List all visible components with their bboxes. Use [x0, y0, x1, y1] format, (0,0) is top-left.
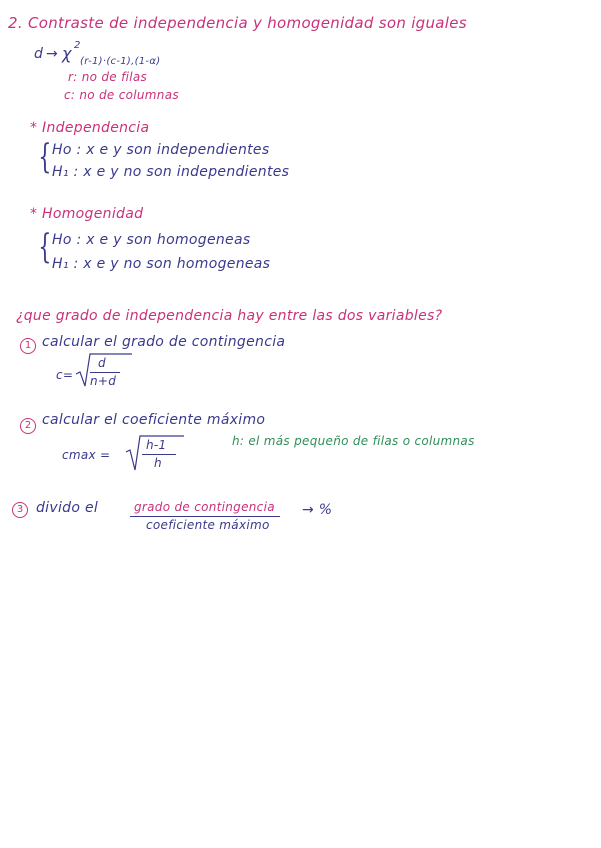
brace-icon: {: [38, 137, 52, 177]
step3-denominator: coeficiente máximo: [146, 518, 270, 532]
step1-denominator: n+d: [90, 374, 117, 388]
homogenidad-h0: Ho : x e y son homogeneas: [52, 232, 251, 248]
step2-numerator: h-1: [146, 438, 167, 452]
step-number-badge: 3: [12, 502, 28, 518]
step3-numerator: grado de contingencia: [134, 500, 275, 514]
step2-denominator: h: [154, 456, 162, 470]
brace-icon: {: [38, 227, 52, 267]
step3-text: divido el: [36, 500, 99, 516]
homogenidad-h1: H₁ : x e y no son homogeneas: [52, 256, 271, 272]
step1-lhs: c=: [56, 368, 74, 382]
homogenidad-heading: * Homogenidad: [30, 206, 144, 222]
fraction-line: [142, 454, 176, 455]
fraction-line: [90, 372, 120, 373]
independencia-heading: * Independencia: [30, 120, 150, 136]
formula-lhs: d: [34, 46, 44, 62]
formula-chi: χ: [62, 44, 72, 63]
independencia-h1: H₁ : x e y no son independientes: [52, 164, 290, 180]
independencia-h0: Ho : x e y son independientes: [52, 142, 270, 158]
step2-text: calcular el coeficiente máximo: [42, 412, 266, 428]
step-number-badge: 1: [20, 338, 36, 354]
step2-lhs: cmax =: [62, 448, 111, 462]
step1-numerator: d: [98, 356, 106, 370]
c-definition: c: no de columnas: [64, 88, 179, 102]
fraction-line: [130, 516, 280, 517]
step-number-badge: 2: [20, 418, 36, 434]
page-title: 2. Contraste de independencia y homogenidad son iguales: [8, 14, 467, 32]
step2-note: h: el más pequeño de filas o columnas: [232, 434, 475, 448]
question-text: ¿que grado de independencia hay entre las dos variables?: [16, 308, 443, 324]
r-definition: r: no de filas: [68, 70, 148, 84]
formula-arrow: →: [46, 46, 59, 62]
formula-chi-sup: 2: [74, 40, 81, 51]
step3-result: → %: [302, 502, 333, 518]
formula-chi-sub: (r-1)·(c-1),(1-α): [80, 56, 161, 67]
step1-text: calcular el grado de contingencia: [42, 334, 286, 350]
